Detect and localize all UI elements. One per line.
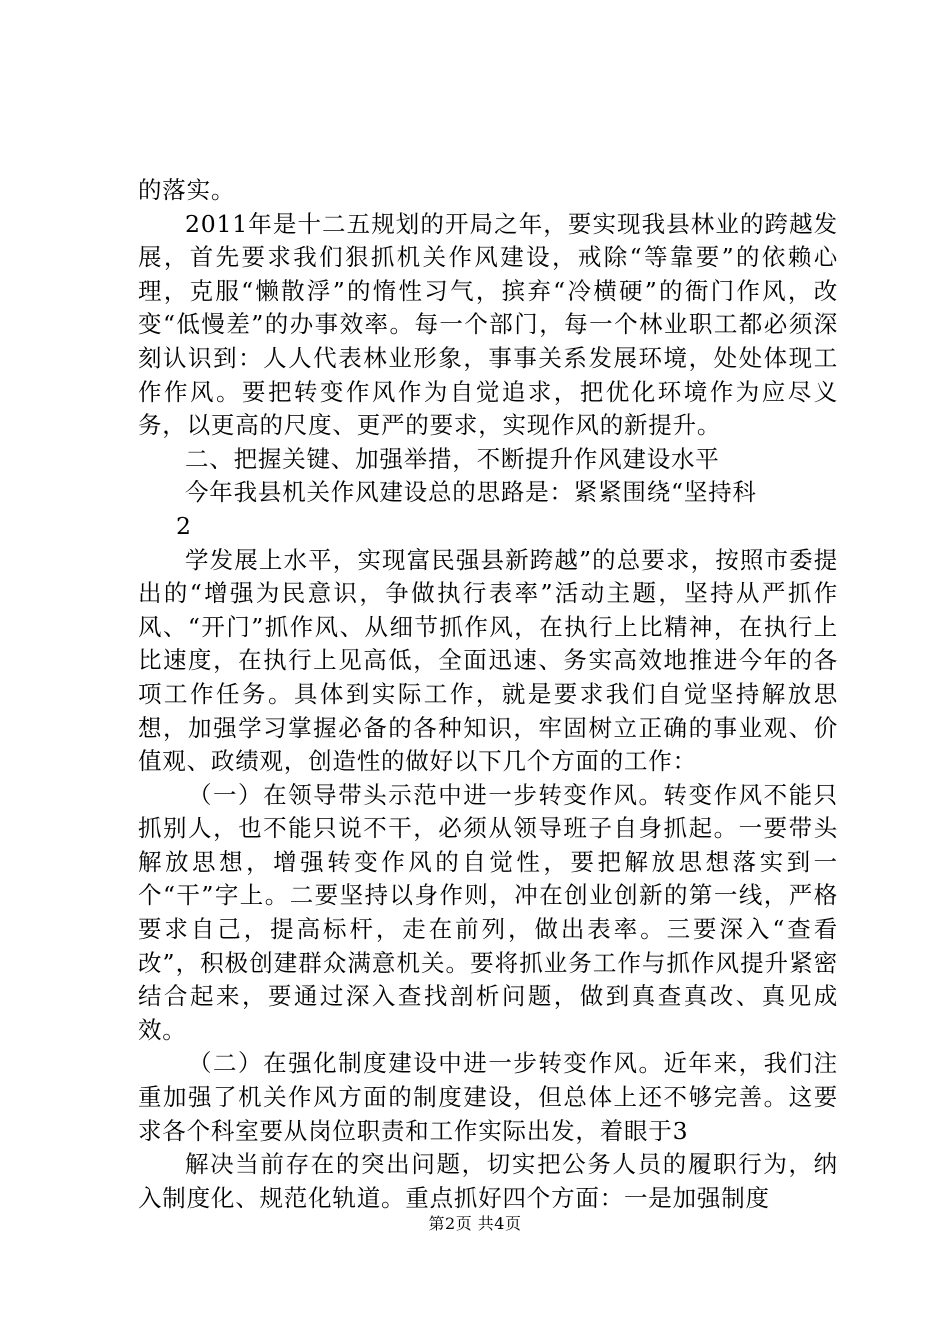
paragraph: （二）在强化制度建设中进一步转变作风。近年来，我们注重加强了机关作风方面的制度建设，但总体上还不够完善。这要求各个科室要从岗位职责和工作实际出发，着眼于3 [138,1049,838,1145]
paragraph-continuation: 的落实。 [138,176,236,204]
section-heading: 二、把握关键、加强举措，不断提升作风建设水平 [185,444,720,473]
paragraph: 解决当前存在的突出问题，切实把公务人员的履职行为，纳入制度化、规范化轨道。重点抓好四个方面：一是加强制度 [138,1150,838,1212]
paragraph: 今年我县机关作风建设总的思路是：紧紧围绕“坚持科 [185,478,757,507]
paragraph: 学发展上水平，实现富民强县新跨越”的总要求，按照市委提出的“增强为民意识，争做执行表率”活动主题，坚持从严抓作风、“开门”抓作风、从细节抓作风，在执行上比精神，在执行上比速度，在执行上见高低，全面迅速、务实高效地推进今年的各项工作任务。具体到实际工作，就是要求我们自觉坚持解放思想，加强学习掌握必备的各种知识，牢固树立正确的事业观、价值观、政绩观，创造性的做好以下几个方面的工作： [138,545,838,776]
page-marker: 2 [176,511,192,540]
document-body [138,174,838,1215]
page-footer: 第2页 共4页 [428,1214,522,1233]
paragraph: 2011年是十二五规划的开局之年，要实现我县林业的跨越发展，首先要求我们狠抓机关作风建设，戒除“等靠要”的依赖心理，克服“懒散浮”的惰性习气，摈弃“冷横硬”的衙门作风，改变“低慢差”的办事效率。每一个部门，每一个林业职工都必须深刻认识到：人人代表林业形象，事事关系发展环境，处处体现工作作风。要把转变作风作为自觉追求，把优化环境作为应尽义务，以更高的尺度、更严的要求，实现作风的新提升。 [138,209,838,440]
paragraph: （一）在领导带头示范中进一步转变作风。转变作风不能只抓别人，也不能只说不干，必须从领导班子自身抓起。一要带头解放思想，增强转变作风的自觉性，要把解放思想落实到一个“干”字上。二要坚持以身作则，冲在创业创新的第一线，严格要求自己，提高标杆，走在前列，做出表率。三要深入“查看改”，积极创建群众满意机关。要将抓业务工作与抓作风提升紧密结合起来，要通过深入查找剖析问题，做到真查真改、真见成效。 [138,780,838,1044]
